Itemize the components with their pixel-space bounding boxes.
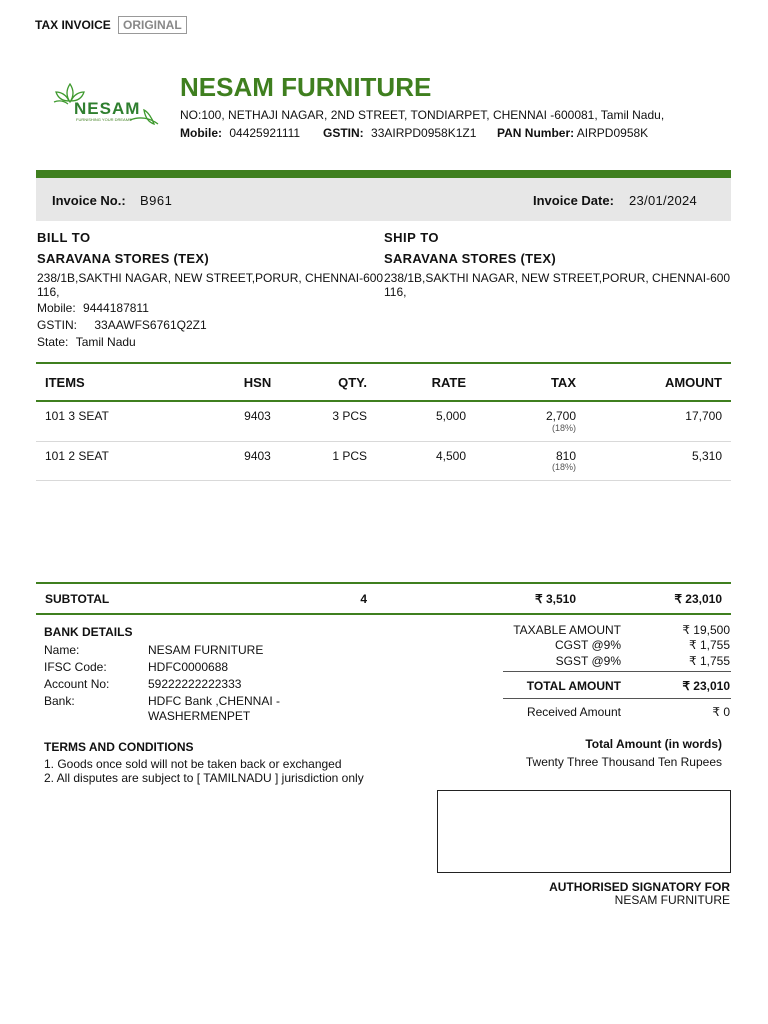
item-tax-percent: (18%)	[551, 423, 576, 433]
amount-in-words-label: Total Amount (in words)	[585, 737, 722, 751]
col-header-tax: TAX	[550, 375, 576, 390]
bank-ifsc-label: IFSC Code:	[44, 660, 107, 674]
invoice-no-label: Invoice No.:	[52, 193, 126, 208]
item-tax: 2,700	[545, 409, 576, 423]
taxable-amount-label: TAXABLE AMOUNT	[513, 623, 621, 637]
company-gstin-label: GSTIN:	[323, 126, 364, 140]
bank-account-number: 59222222222333	[148, 677, 242, 691]
header-green-bar	[36, 170, 731, 178]
company-pan-label: PAN Number:	[497, 126, 575, 140]
item-rate: 4,500	[435, 449, 466, 463]
bank-details-heading: BANK DETAILS	[44, 625, 133, 639]
item-hsn: 9403	[244, 449, 271, 463]
total-amount-label: TOTAL AMOUNT	[526, 679, 621, 693]
table-top-rule	[36, 362, 731, 364]
bank-account-label: Account No:	[44, 677, 110, 691]
subtotal-label: SUBTOTAL	[45, 592, 110, 606]
bill-to-state-row	[37, 335, 136, 349]
company-mobile-label: Mobile:	[180, 126, 222, 140]
logo-tagline: FURNISHING YOUR DREAMS	[76, 117, 132, 122]
totals-divider-top	[503, 671, 731, 672]
bank-label: Bank:	[44, 694, 75, 708]
item-amount: 17,700	[685, 409, 722, 423]
bank-branch-line1: HDFC Bank ,CHENNAI -	[148, 694, 281, 708]
company-contact-row	[180, 126, 300, 140]
subtotal-top-rule	[36, 582, 731, 584]
subtotal-amount: ₹ 23,010	[674, 592, 722, 606]
col-header-amount: AMOUNT	[664, 375, 722, 390]
item-name: 101 2 SEAT	[45, 449, 109, 463]
company-gstin-row	[323, 126, 476, 140]
col-header-rate: RATE	[431, 375, 466, 390]
company-pan: AIRPD0958K	[576, 126, 649, 140]
cgst-amount: ₹ 1,755	[689, 638, 730, 652]
company-pan-row	[497, 126, 648, 140]
invoice-no: B961	[140, 193, 173, 208]
terms-heading: TERMS AND CONDITIONS	[44, 740, 194, 754]
col-header-items: ITEMS	[45, 375, 85, 390]
item-tax-percent: (18%)	[551, 462, 576, 472]
item-hsn: 9403	[244, 409, 271, 423]
invoice-date-label: Invoice Date:	[533, 193, 614, 208]
bill-to-mobile-label: Mobile:	[37, 301, 76, 315]
ship-to-address-line1: 238/1B,SAKTHI NAGAR, NEW STREET,PORUR, CHENNAI-600	[384, 271, 731, 285]
bill-to-address-line1: 238/1B,SAKTHI NAGAR, NEW STREET,PORUR, CHENNAI-600	[37, 271, 384, 285]
subtotal-tax: ₹ 3,510	[535, 592, 576, 606]
bill-to-state-label: State:	[37, 335, 69, 349]
row-divider	[36, 480, 731, 481]
signatory-line-1: AUTHORISED SIGNATORY FOR	[549, 880, 730, 894]
item-qty: 1 PCS	[332, 449, 367, 463]
bill-to-state: Tamil Nadu	[75, 335, 136, 349]
document-title: TAX INVOICE	[35, 18, 111, 32]
company-address: NO:100, NETHAJI NAGAR, 2ND STREET, TONDIARPET, CHENNAI -600081, Tamil Nadu,	[180, 108, 665, 122]
bill-to-mobile-row	[37, 301, 149, 315]
bank-ifsc: HDFC0000688	[148, 660, 229, 674]
invoice-date: 23/01/2024	[629, 193, 698, 208]
logo-text: NESAM	[74, 99, 141, 118]
sgst-amount: ₹ 1,755	[689, 654, 730, 668]
bill-to-address-line2: 116,	[37, 285, 60, 299]
sgst-label: SGST @9%	[555, 654, 621, 668]
bill-to-heading: BILL TO	[37, 230, 91, 245]
total-amount: ₹ 23,010	[682, 679, 730, 693]
bank-branch-line2: WASHERMENPET	[148, 709, 251, 723]
bank-account-name: NESAM FURNITURE	[148, 643, 264, 657]
original-badge: ORIGINAL	[118, 16, 187, 34]
bill-to-mobile: 9444187811	[83, 301, 149, 315]
bill-to-name: SARAVANA STORES (TEX)	[37, 251, 209, 266]
terms-line-2: 2. All disputes are subject to [ TAMILNADU ] jurisdiction only	[44, 771, 364, 785]
company-name: NESAM FURNITURE	[180, 72, 432, 102]
col-header-qty: QTY.	[338, 375, 367, 390]
cgst-label: CGST @9%	[555, 638, 621, 652]
amount-in-words: Twenty Three Thousand Ten Rupees	[525, 755, 722, 769]
received-amount: ₹ 0	[712, 705, 730, 719]
col-header-hsn: HSN	[243, 375, 272, 390]
bill-to-gstin-label: GSTIN:	[37, 318, 78, 332]
terms-line-1: 1. Goods once sold will not be taken back or exchanged	[44, 757, 342, 771]
subtotal-bottom-rule	[36, 613, 731, 615]
signatory-line-2: NESAM FURNITURE	[614, 893, 730, 907]
signature-box	[437, 790, 731, 873]
subtotal-qty: 4	[360, 592, 367, 606]
bank-name-label: Name:	[44, 643, 80, 657]
ship-to-address-line2: 116,	[384, 285, 407, 299]
ship-to-name: SARAVANA STORES (TEX)	[384, 251, 556, 266]
table-row	[36, 442, 731, 480]
company-logo	[50, 80, 162, 128]
taxable-amount: ₹ 19,500	[682, 623, 730, 637]
item-rate: 5,000	[435, 409, 466, 423]
totals-divider-bottom	[503, 698, 731, 699]
received-amount-label: Received Amount	[526, 705, 621, 719]
bill-to-gstin-row	[37, 318, 207, 332]
company-mobile: 04425921111	[229, 126, 301, 140]
item-qty: 3 PCS	[332, 409, 367, 423]
company-gstin: 33AIRPD0958K1Z1	[371, 126, 477, 140]
item-tax: 810	[555, 449, 576, 463]
ship-to-heading: SHIP TO	[384, 230, 440, 245]
bill-to-gstin: 33AAWFS6761Q2Z1	[94, 318, 207, 332]
item-name: 101 3 SEAT	[45, 409, 109, 423]
table-row	[36, 402, 731, 441]
item-amount: 5,310	[691, 449, 722, 463]
